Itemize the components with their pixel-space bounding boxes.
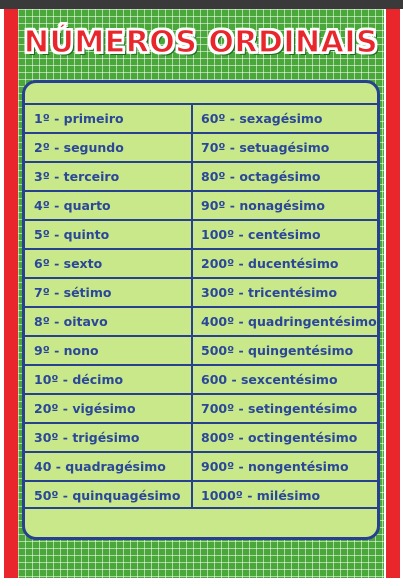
ordinal-cell: 8º - oitavo	[25, 308, 191, 337]
ordinal-cell: 7º - sétimo	[25, 279, 191, 308]
right-red-band	[386, 9, 400, 578]
ordinal-cell: 10º - décimo	[25, 366, 191, 395]
poster-title: NÚMEROS ORDINAIS	[23, 25, 379, 60]
ordinal-cell: 300º - tricentésimo	[193, 279, 377, 308]
ordinal-cell: 50º - quinquagésimo	[34, 488, 181, 503]
top-border	[0, 0, 403, 9]
ordinal-cell: 2º - segundo	[25, 134, 191, 163]
ordinal-cell: 40 - quadragésimo	[25, 453, 191, 482]
ordinal-cell: 3º - terceiro	[25, 163, 191, 192]
ordinal-cell: 60º - sexagésimo	[193, 105, 377, 134]
ordinal-cell: 600 - sexcentésimo	[193, 366, 377, 395]
ordinal-cell: 500º - quingentésimo	[193, 337, 377, 366]
ordinal-cell: 90º - nonagésimo	[193, 192, 377, 221]
ordinal-cell: 900º - nongentésimo	[193, 453, 377, 482]
ordinal-cell: 1º - primeiro	[25, 105, 191, 134]
right-column	[193, 105, 377, 511]
ordinal-cell: 400º - quadringentésimo	[193, 308, 377, 337]
ordinals-table	[25, 103, 377, 509]
ordinal-cell: 800º - octingentésimo	[193, 424, 377, 453]
left-column	[25, 105, 191, 511]
ordinal-cell: 1000º - milésimo	[201, 488, 321, 503]
ordinal-cell: 30º - trigésimo	[25, 424, 191, 453]
ordinal-cell: 700º - setingentésimo	[193, 395, 377, 424]
ordinal-cell: 9º - nono	[25, 337, 191, 366]
ordinal-cell: 200º - ducentésimo	[193, 250, 377, 279]
ordinal-cell: 100º - centésimo	[193, 221, 377, 250]
left-red-band	[4, 9, 18, 578]
ordinal-cell: 5º - quinto	[25, 221, 191, 250]
ordinal-cell: 70º - setuagésimo	[193, 134, 377, 163]
ordinal-cell: 20º - vigésimo	[25, 395, 191, 424]
ordinals-board	[22, 80, 380, 540]
ordinal-cell: 4º - quarto	[25, 192, 191, 221]
ordinal-cell: 80º - octagésimo	[193, 163, 377, 192]
ordinal-cell: 6º - sexto	[25, 250, 191, 279]
